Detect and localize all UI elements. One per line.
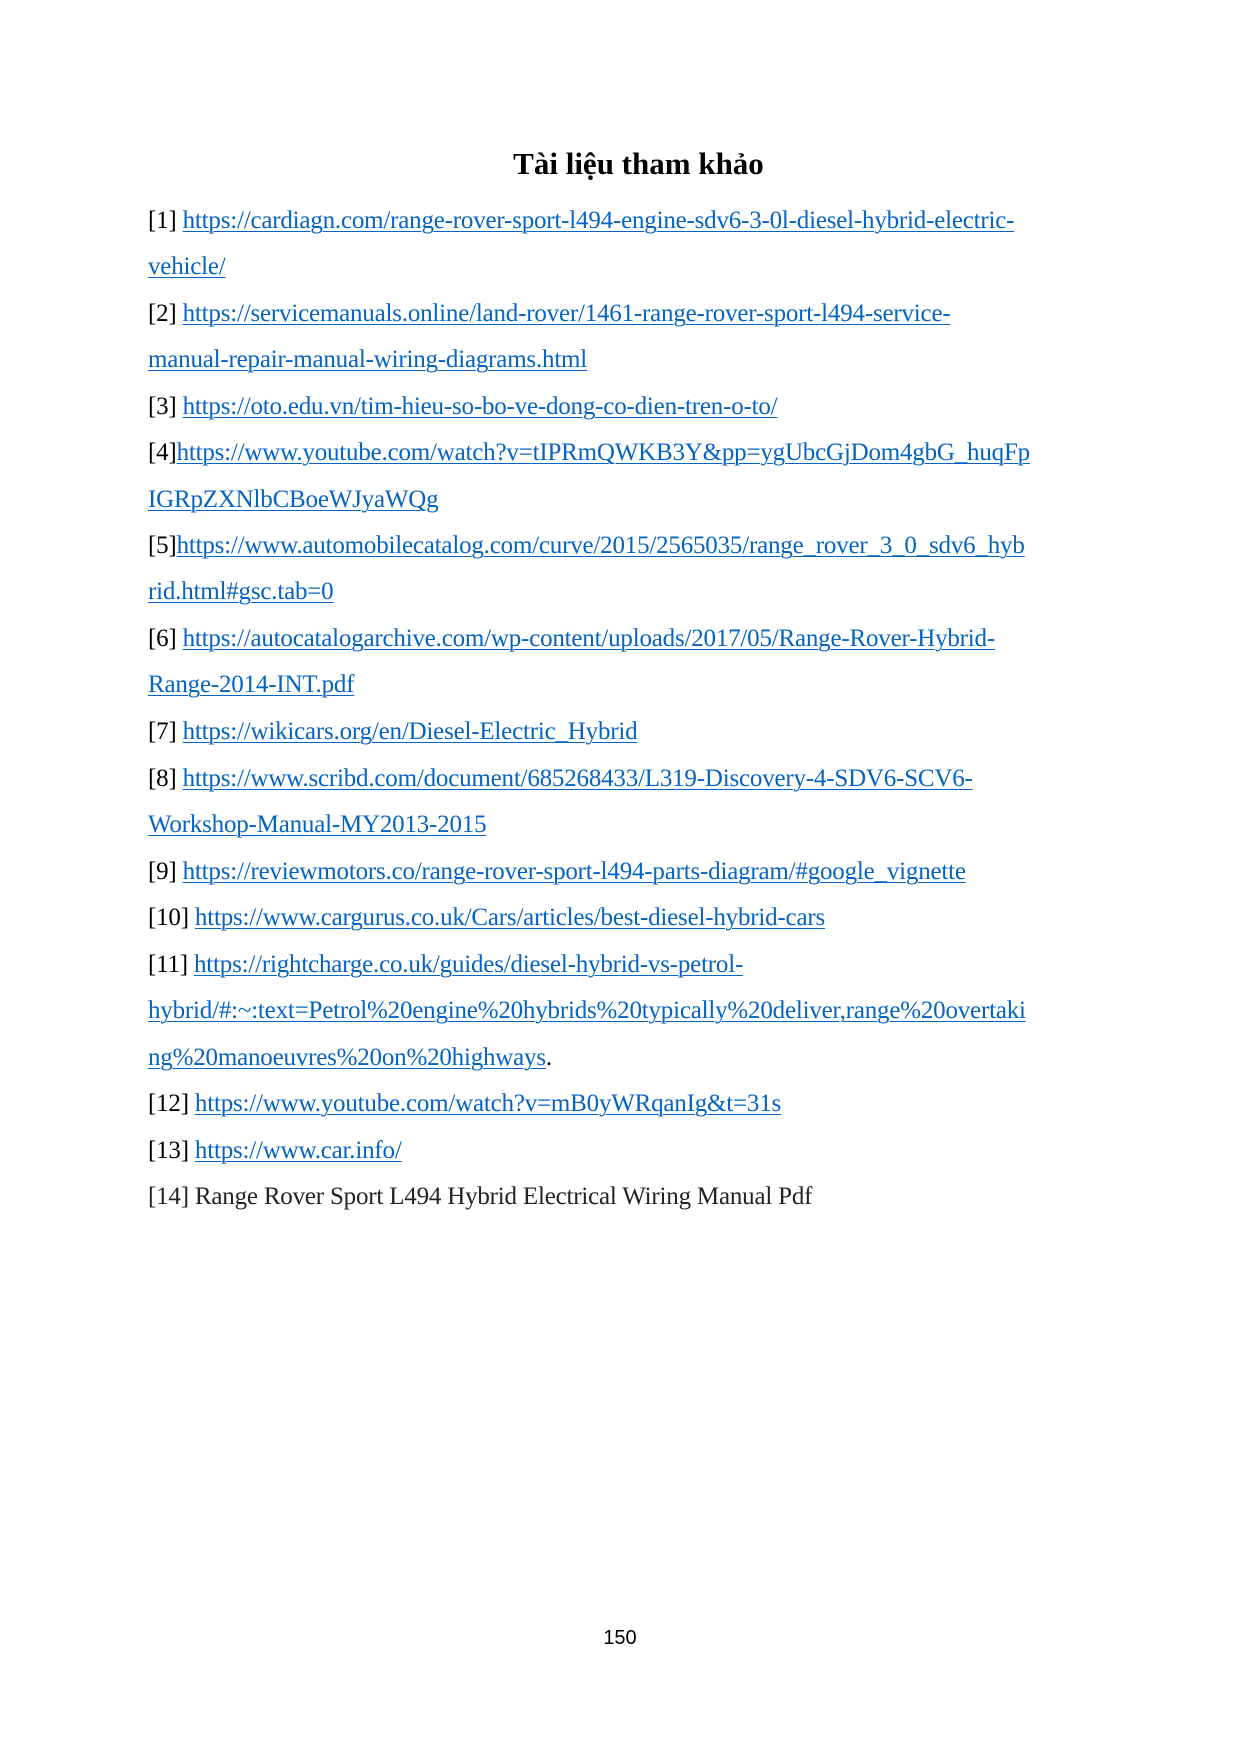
reference-link[interactable]: hybrid/#:~:text=Petrol%20engine%20hybrids%20typically%20deliver,range%20overtaki bbox=[148, 997, 1026, 1024]
reference-5 bbox=[148, 529, 1138, 563]
reference-11-continued-2 bbox=[148, 1041, 1138, 1075]
reference-3 bbox=[148, 390, 1138, 424]
reference-2 bbox=[148, 297, 1138, 331]
page-number: 150 bbox=[603, 1627, 637, 1649]
reference-link[interactable]: https://rightcharge.co.uk/guides/diesel-hybrid-vs-petrol- bbox=[193, 951, 744, 978]
reference-link[interactable]: https://www.youtube.com/watch?v=tIPRmQWKB3Y&pp=ygUbcGjDom4gbG_huqFp bbox=[176, 439, 1030, 466]
reference-label: [7] bbox=[148, 718, 183, 745]
reference-14 bbox=[148, 1180, 1138, 1214]
reference-link[interactable]: https://www.automobilecatalog.com/curve/2015/2565035/range_rover_3_0_sdv6_hyb bbox=[176, 532, 1025, 559]
reference-11 bbox=[148, 948, 1138, 982]
reference-label: [2] bbox=[148, 300, 183, 327]
reference-label: [6] bbox=[148, 625, 183, 652]
reference-period: . bbox=[545, 1044, 552, 1071]
page-title: Tài liệu tham khảo bbox=[513, 146, 764, 181]
reference-label: [11] bbox=[148, 951, 194, 978]
reference-4-continued bbox=[148, 483, 1138, 517]
reference-link[interactable]: https://www.scribd.com/document/685268433/L319-Discovery-4-SDV6-SCV6- bbox=[182, 765, 973, 792]
reference-4 bbox=[148, 436, 1138, 470]
reference-label: [12] bbox=[148, 1090, 195, 1117]
reference-link[interactable]: https://reviewmotors.co/range-rover-sport-l494-parts-diagram/#google_vignette bbox=[182, 858, 966, 885]
reference-link[interactable]: Range-2014-INT.pdf bbox=[148, 671, 355, 698]
reference-6-continued bbox=[148, 668, 1138, 702]
reference-link[interactable]: IGRpZXNlbCBoeWJyaWQg bbox=[148, 486, 439, 513]
reference-link[interactable]: https://www.cargurus.co.uk/Cars/articles/best-diesel-hybrid-cars bbox=[194, 904, 825, 931]
reference-11-continued bbox=[148, 994, 1138, 1028]
reference-link[interactable]: https://servicemanuals.online/land-rover/1461-range-rover-sport-l494-service- bbox=[182, 300, 951, 327]
reference-7 bbox=[148, 715, 1138, 749]
reference-9 bbox=[148, 855, 1138, 889]
reference-link[interactable]: https://www.youtube.com/watch?v=mB0yWRqanIg&t=31s bbox=[194, 1090, 782, 1117]
reference-12 bbox=[148, 1087, 1138, 1121]
reference-label: [10] bbox=[148, 904, 195, 931]
reference-13 bbox=[148, 1134, 1138, 1168]
reference-8 bbox=[148, 762, 1138, 796]
reference-1-continued bbox=[148, 250, 1138, 284]
reference-link[interactable]: https://oto.edu.vn/tim-hieu-so-bo-ve-dong-co-dien-tren-o-to/ bbox=[182, 393, 778, 420]
reference-8-continued bbox=[148, 808, 1138, 842]
reference-label: [1] bbox=[148, 207, 183, 234]
reference-5-continued bbox=[148, 575, 1138, 609]
reference-label: [3] bbox=[148, 393, 183, 420]
reference-label: [8] bbox=[148, 765, 183, 792]
reference-1 bbox=[148, 204, 1138, 238]
reference-link[interactable]: rid.html#gsc.tab=0 bbox=[148, 578, 334, 605]
reference-link[interactable]: https://autocatalogarchive.com/wp-content/uploads/2017/05/Range-Rover-Hybrid- bbox=[182, 625, 995, 652]
reference-link[interactable]: vehicle/ bbox=[148, 253, 226, 280]
reference-label: [13] bbox=[148, 1137, 195, 1164]
reference-link[interactable]: Workshop-Manual-MY2013-2015 bbox=[148, 811, 487, 838]
reference-2-continued bbox=[148, 343, 1138, 377]
reference-link[interactable]: https://cardiagn.com/range-rover-sport-l494-engine-sdv6-3-0l-diesel-hybrid-electric- bbox=[182, 207, 1015, 234]
reference-label: [4] bbox=[148, 439, 177, 466]
reference-link[interactable]: ng%20manoeuvres%20on%20highways bbox=[148, 1044, 546, 1071]
reference-label: [5] bbox=[148, 532, 177, 559]
reference-label: [9] bbox=[148, 858, 183, 885]
reference-link[interactable]: manual-repair-manual-wiring-diagrams.html bbox=[148, 346, 588, 373]
reference-10 bbox=[148, 901, 1138, 935]
reference-text: Range Rover Sport L494 Hybrid Electrical Wiring Manual Pdf bbox=[194, 1183, 813, 1210]
reference-link[interactable]: https://wikicars.org/en/Diesel-Electric_Hybrid bbox=[182, 718, 638, 745]
reference-link[interactable]: https://www.car.info/ bbox=[194, 1137, 402, 1164]
reference-label: [14] bbox=[148, 1183, 195, 1210]
reference-6 bbox=[148, 622, 1138, 656]
